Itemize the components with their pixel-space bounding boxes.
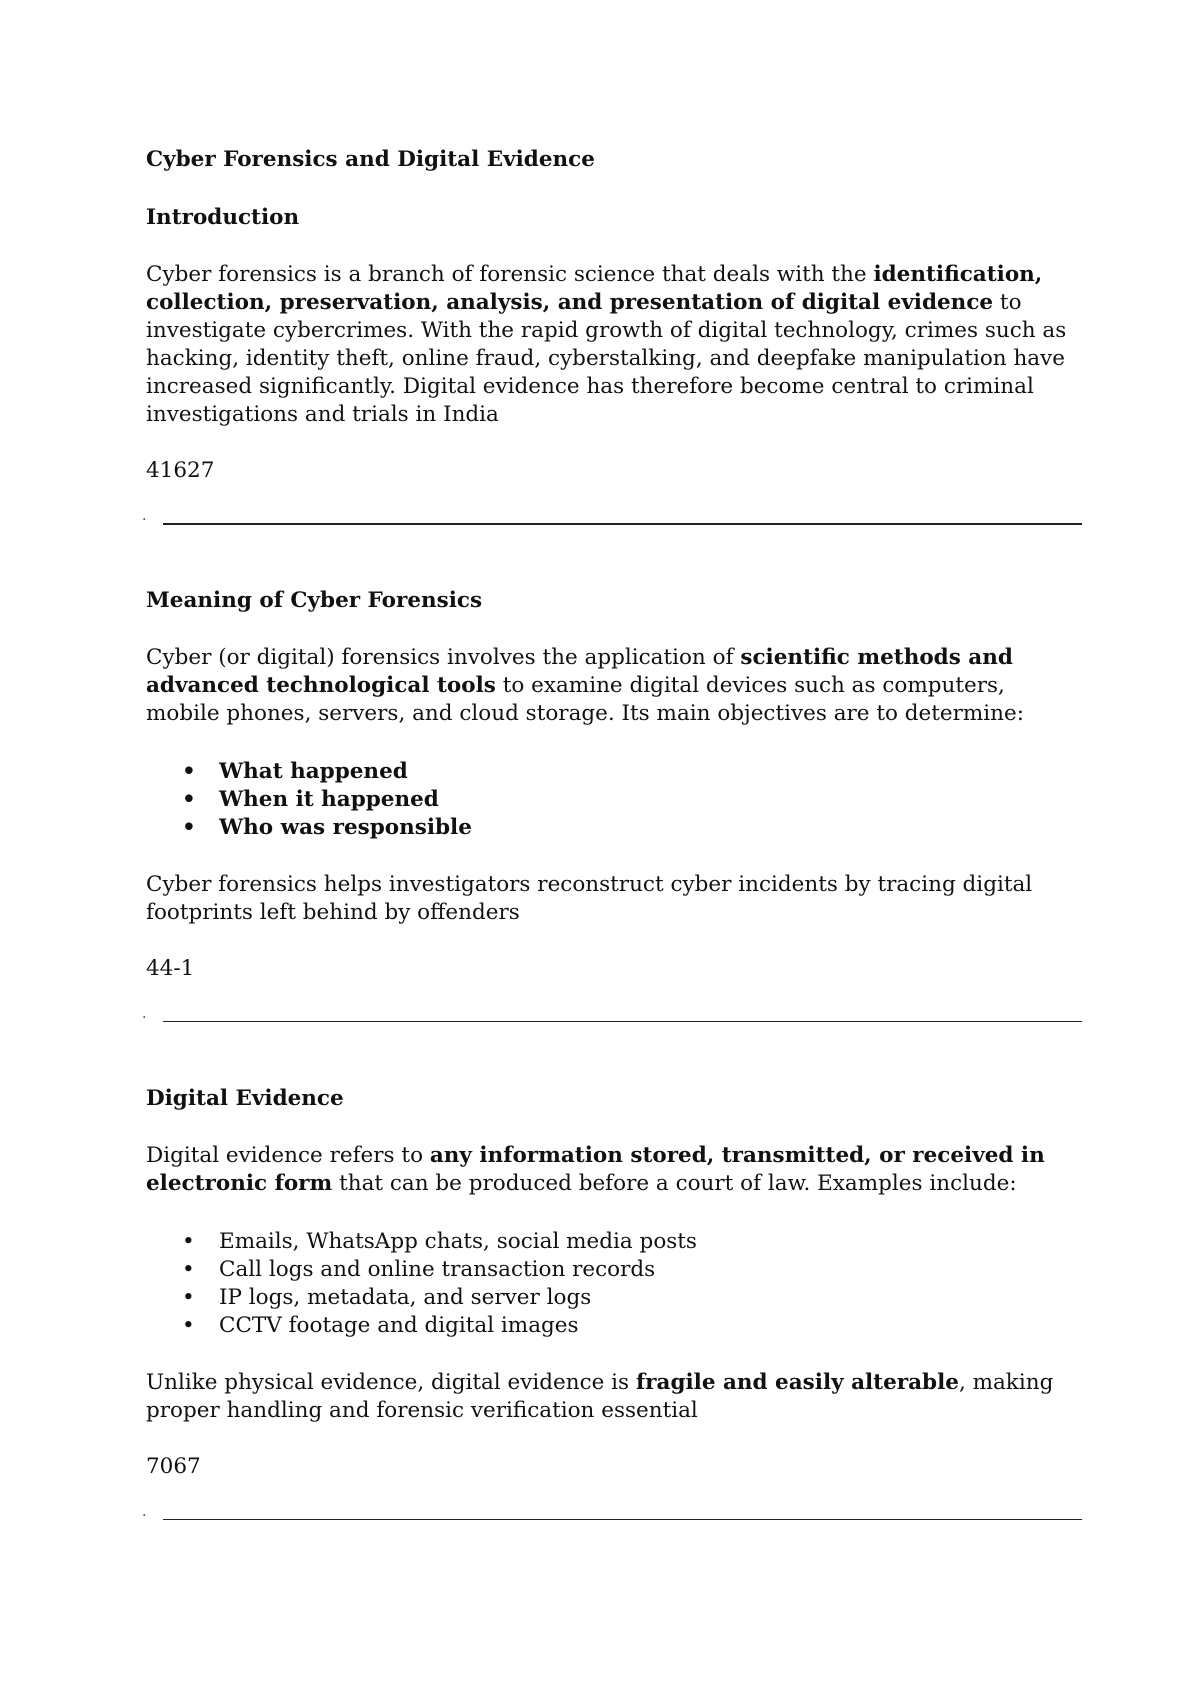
bullet-icon: • — [182, 1285, 195, 1310]
section-heading-digital-evidence: Digital Evidence — [146, 1086, 344, 1111]
list-item-text: Call logs and online transaction records — [219, 1257, 656, 1282]
evidence-closing-bold: fragile and easily alterable — [635, 1370, 959, 1395]
list-item — [146, 786, 1076, 814]
list-item — [146, 814, 1076, 842]
bullet-icon: • — [182, 759, 196, 784]
section-divider — [142, 508, 1076, 529]
list-item-text: CCTV footage and digital images — [219, 1313, 579, 1338]
evidence-text-start: Digital evidence refers to — [146, 1143, 430, 1168]
evidence-closing-start: Unlike physical evidence, digital evidence is — [146, 1370, 636, 1395]
intro-text-end: to investigate cybercrimes. With the rapid growth of digital technology, crimes such as hacking, identity theft, online fraud, cyberstalking, and deepfake manipulation have increased significantly. Digital evidence has therefore become central to criminal investigations and trials in India — [146, 290, 1067, 427]
section-number: 7067 — [146, 1454, 201, 1479]
intro-paragraph — [146, 261, 1076, 429]
list-item-text: Emails, WhatsApp chats, social media posts — [219, 1229, 697, 1254]
bullet-icon: • — [182, 1257, 195, 1282]
divider-line — [163, 523, 1082, 525]
bullet-icon: • — [182, 815, 196, 840]
list-item — [146, 1256, 1076, 1284]
divider-mark: . — [142, 508, 147, 524]
meaning-text-end: to examine digital devices such as computers, mobile phones, servers, and cloud storage. Its main objectives are to determine: — [146, 673, 1024, 726]
evidence-closing-paragraph — [146, 1369, 1076, 1425]
evidence-text-end: that can be produced before a court of law. Examples include: — [332, 1171, 1017, 1196]
meaning-closing-paragraph: Cyber forensics helps investigators reconstruct cyber incidents by tracing digital footprints left behind by offenders — [146, 872, 1033, 925]
list-item-text: IP logs, metadata, and server logs — [219, 1285, 592, 1310]
meaning-paragraph — [146, 644, 1076, 728]
document-body — [142, 146, 1076, 1525]
section-number: 41627 — [146, 458, 215, 483]
intro-text-start: Cyber forensics is a branch of forensic science that deals with the — [146, 262, 874, 287]
list-item — [146, 1228, 1076, 1256]
meaning-text-bold: scientific methods and advanced technological tools — [146, 645, 1013, 698]
list-item — [146, 758, 1076, 786]
bullet-icon: • — [182, 1229, 195, 1254]
intro-text-bold: identification, collection, preservation, analysis, and presentation of digital evidence — [146, 262, 1043, 315]
meaning-text-start: Cyber (or digital) forensics involves the application of — [146, 645, 741, 670]
divider-line — [163, 1021, 1082, 1022]
evidence-closing-end: , making proper handling and forensic verification essential — [146, 1370, 1054, 1423]
section-number: 44-1 — [146, 956, 195, 981]
divider-line — [163, 1519, 1082, 1520]
divider-mark: . — [142, 1504, 147, 1520]
bullet-icon: • — [182, 1313, 195, 1338]
examples-list — [146, 1228, 1076, 1340]
evidence-paragraph — [146, 1142, 1076, 1198]
list-item — [146, 1312, 1076, 1340]
list-item-text: What happened — [219, 759, 408, 784]
divider-mark: . — [142, 1006, 147, 1022]
list-item-text: Who was responsible — [219, 815, 472, 840]
section-divider — [142, 1006, 1076, 1027]
bullet-icon: • — [182, 787, 196, 812]
section-heading-meaning: Meaning of Cyber Forensics — [146, 588, 483, 613]
evidence-text-bold: any information stored, transmitted, or received in electronic form — [146, 1143, 1045, 1196]
section-heading-introduction: Introduction — [146, 205, 300, 230]
objectives-list — [146, 758, 1076, 842]
document-title: Cyber Forensics and Digital Evidence — [146, 147, 595, 172]
list-item-text: When it happened — [219, 787, 439, 812]
list-item — [146, 1284, 1076, 1312]
section-divider — [142, 1504, 1076, 1525]
